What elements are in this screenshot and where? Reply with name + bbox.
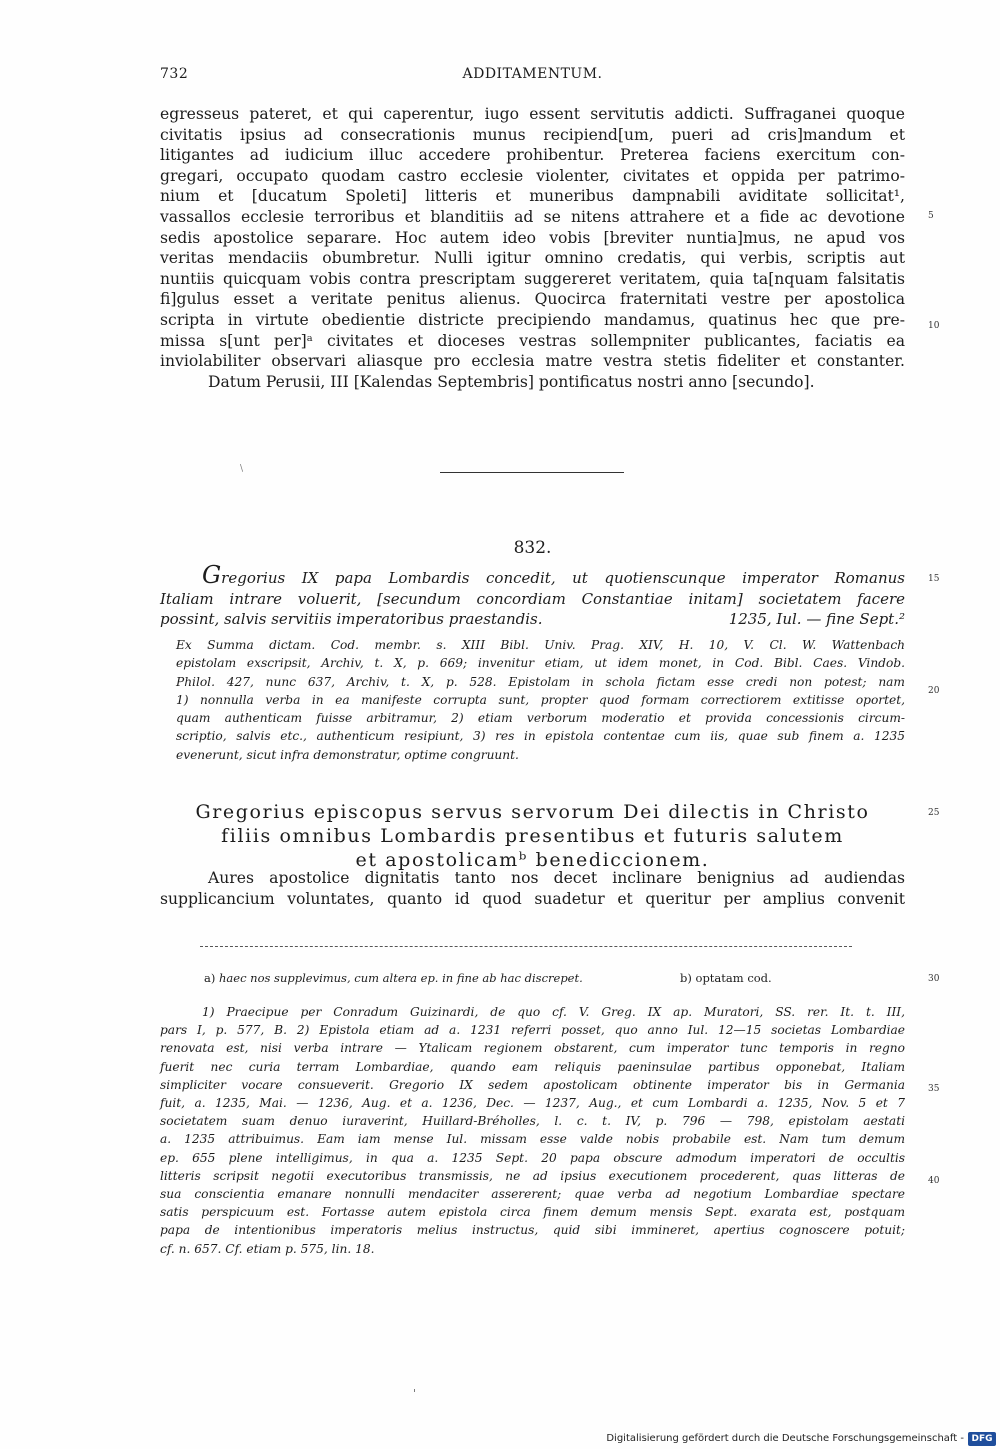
- note-mark: b): [680, 971, 692, 985]
- source-note: [176, 636, 905, 764]
- text-line: sedis apostolice separare. Hoc autem ideo vobis [breviter nuntia]mus, ne apud vos: [160, 228, 905, 247]
- text-line: societatem suam denuo iuraverint, Huillard-Bréholles, l. c. t. IV, p. 796 — 798, epistolam aestati: [160, 1114, 905, 1129]
- text-line: nuntiis quicquam vobis contra prescriptam suggereret veritatem, quia ta[nquam falsitatis: [160, 269, 905, 288]
- salutation: [160, 800, 905, 872]
- summary-line-1: regorius IX papa Lombardis concedit, ut quotienscunque imperator Romanus: [221, 569, 905, 587]
- text-line: fi]gulus esset a veritate penitus alienus. Quocirca fraternitati vestre per apostolica: [160, 290, 905, 309]
- line-number: 40: [928, 1176, 940, 1186]
- digitization-footer: [0, 1432, 1000, 1449]
- dfg-logo: DFG: [968, 1432, 996, 1446]
- text-line: missa s[unt per]ᵃ civitates et dioceses vestras sollempniter publicantes, faciatis ea: [160, 331, 905, 350]
- footnote-separator: [200, 946, 852, 947]
- note-mark: a): [204, 971, 216, 985]
- text-line: veritas mendaciis obumbretur. Nulli igitur omnino credatis, qui verbis, scriptis aut: [160, 249, 905, 268]
- text-line: quam authenticam fuisse arbitramur, 2) etiam verborum moderatio et provida concessionis circum-: [176, 711, 905, 726]
- note-text: optatam cod.: [695, 971, 772, 985]
- text-line: simpliciter vocare consueverit. Gregorio IX sedem apostolicam obtinente imperator bis in Germania: [160, 1077, 905, 1092]
- date-range: 1235, Iul. — fine Sept.²: [728, 610, 905, 629]
- text-line: et apostolicamᵇ benediccionem.: [355, 849, 710, 871]
- stray-mark: \: [240, 464, 244, 474]
- text-line: supplicancium voluntates, quanto id quod suadetur et queritur per amplius convenit: [160, 890, 905, 908]
- text-line: 1) nonnulla verba in ea manifeste corrupta sunt, propter quod formam correctiorem extitisse oportet,: [176, 692, 905, 707]
- line-number: 20: [928, 686, 940, 696]
- line-number: 15: [928, 574, 940, 584]
- text-line: cf. n. 657. Cf. etiam p. 575, lin. 18.: [160, 1241, 375, 1256]
- text-line: [160, 561, 905, 589]
- text-line: inviolabiliter observari aliasque pro ecclesia matre vestra stetis fideliter et constanter.: [160, 352, 905, 371]
- text-line: civitatis ipsius ad consecrationis munus recipiend[um, pueri ad cris]mandum et: [160, 125, 905, 144]
- text-line: pars I, p. 577, B. 2) Epistola etiam ad a. 1231 referri posset, quo anno Iul. 12—15 societas Lombardiae: [160, 1023, 905, 1038]
- text-line: scripta in virtute obedientie districte precipiendo mandamus, quatinus hec que pre-: [160, 310, 905, 329]
- text-line: satis perspicuum est. Fortasse autem epistola circa finem demum mensis Sept. exarata est, postquam: [160, 1205, 905, 1220]
- text-line: Gregorius episcopus servus servorum Dei dilectis in Christo: [195, 801, 870, 823]
- regest-summary: [160, 561, 905, 630]
- text-line: evenerunt, sicut infra demonstratur, optime congruunt.: [176, 747, 519, 762]
- datum-line: Datum Perusii, III [Kalendas Septembris] pontificatus nostri anno [secundo].: [208, 372, 815, 391]
- letter-body-continued: [160, 104, 905, 392]
- text-line: sua conscientia emanare nonnulli mendaciter assererent; quae verba ad negotium Lombardiae spectare: [160, 1187, 905, 1202]
- running-head: [160, 66, 905, 88]
- line-number: 30: [928, 974, 940, 984]
- initial-letter: G: [202, 561, 222, 589]
- text-line: scriptio, salvis etc., authenticum resipiunt, 3) res in epistola contentae cum iis, quae sub finem a. 1235: [176, 729, 905, 744]
- text-line: Aures apostolice dignitatis tanto nos decet inclinare benignius ad audiendas: [208, 869, 905, 887]
- running-title: ADDITAMENTUM.: [462, 66, 603, 82]
- text-line: epistolam exscripsit, Archiv, t. X, p. 669; invenitur etiam, ut idem monet, in Cod. Bibl. Caes. Vindob.: [176, 656, 905, 671]
- line-number: 5: [928, 211, 934, 221]
- footnotes: [160, 1003, 905, 1258]
- stray-mark: ': [413, 1387, 417, 1400]
- page-number: 732: [160, 66, 189, 82]
- text-line: litteris scripsit negotii executoribus transmissis, ne ad ipsius executionem procederent, quas litteras de: [160, 1168, 905, 1183]
- line-number: 10: [928, 321, 940, 331]
- note-text: haec nos supplevimus, cum altera ep. in fine ab hac discrepet.: [219, 971, 583, 985]
- text-line: Philol. 427, nunc 637, Archiv, t. X, p. 528. Epistolam in schola fictam esse credi non potest; nam: [176, 674, 905, 689]
- text-line: fuit, a. 1235, Mai. — 1236, Aug. et a. 1236, Dec. — 1237, Aug., et cum Lombardi a. 1235, Nov. 5 et 7: [160, 1096, 905, 1111]
- text-line: filiis omnibus Lombardis presentibus et futuris salutem: [221, 825, 844, 847]
- text-line: ep. 655 plene intelligimus, in qua a. 1235 Sept. 20 papa obscure admodum imperatori de occultis: [160, 1150, 905, 1165]
- letter-body: [160, 868, 905, 910]
- note-b: [680, 970, 772, 986]
- text-line: nium et [ducatum Spoleti] litteris et muneribus dampnabili aviditate sollicitat¹,: [160, 187, 905, 206]
- summary-line-3: possint, salvis servitiis imperatoribus praestandis.: [160, 610, 543, 629]
- text-line: Italiam intrare voluerit, [secundum concordiam Constantiae initam] societatem facere: [160, 589, 905, 608]
- text-line: [160, 609, 905, 630]
- text-line: egresseus pateret, et qui caperentur, iugo essent servitutis addicti. Suffraganei quoque: [160, 105, 905, 123]
- text-line: litigantes ad iudicium illuc accedere prohibentur. Preterea faciens exercitum con-: [160, 146, 905, 165]
- text-line: papa de intentionibus imperatoris melius instructus, quid sibi immineret, apertius cognoscere potuit;: [160, 1223, 905, 1238]
- line-number: 25: [928, 808, 940, 818]
- line-number: 35: [928, 1084, 940, 1094]
- document-number: 832.: [513, 538, 552, 558]
- section-separator: [440, 472, 624, 473]
- text-line: Ex Summa dictam. Cod. membr. s. XIII Bibl. Univ. Prag. XIV, H. 10, V. Cl. W. Wattenbach: [176, 638, 905, 652]
- text-line: vassallos ecclesie terroribus et blanditiis ad se nitens attrahere et a fide ac devotione: [160, 207, 905, 226]
- text-line: renovata est, nisi verba intrare — Ytalicam regionem obstarent, cum imperator tunc temporis in regno: [160, 1041, 905, 1056]
- note-a: [204, 970, 583, 986]
- text-line: a. 1235 attribuimus. Eam iam mense Iul. missam esse valde nobis probabile est. Nam tum demum: [160, 1132, 905, 1147]
- text-line: 1) Praecipue per Conradum Guizinardi, de quo cf. V. Greg. IX ap. Muratori, SS. rer. It. t. III,: [202, 1005, 905, 1019]
- text-line: gregari, occupato quodam castro ecclesie violenter, civitates et oppida per patrimo-: [160, 166, 905, 185]
- digitization-credit: Digitalisierung gefördert durch die Deutsche Forschungsgemeinschaft -: [606, 1433, 964, 1444]
- text-line: fuerit nec curia terram Lombardiae, quando eam reliquis paeninsulae partibus opponebat, Italiam: [160, 1059, 905, 1074]
